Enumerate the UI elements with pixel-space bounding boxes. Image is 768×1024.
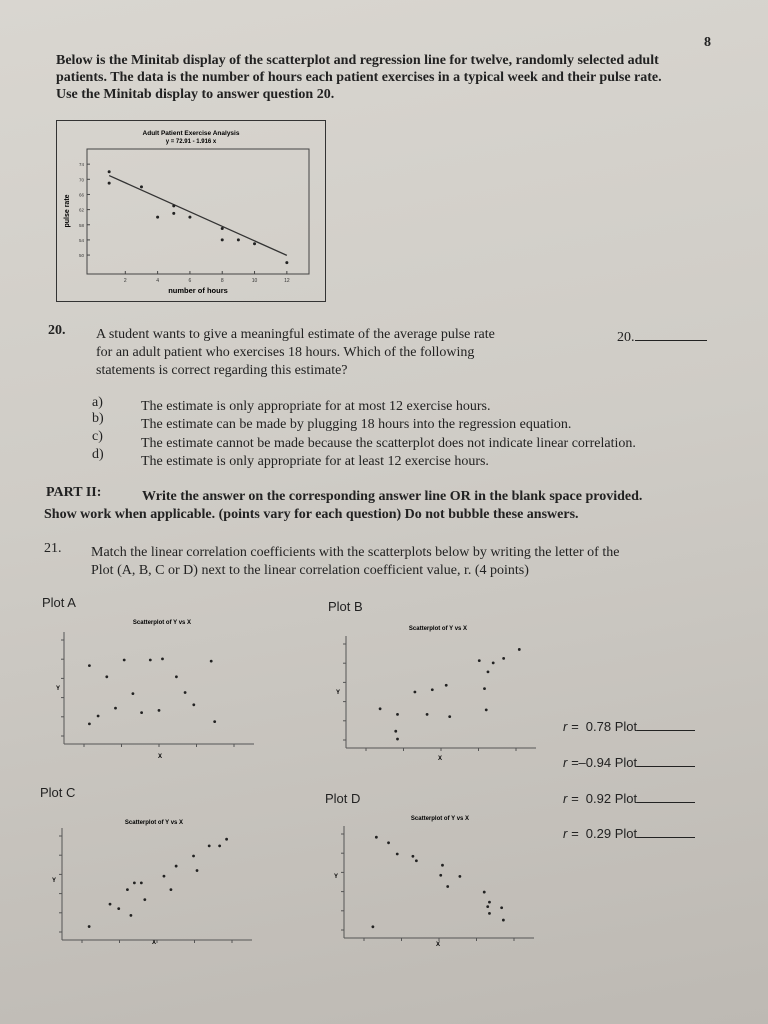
r-prefix: r =	[563, 755, 579, 770]
data-point	[487, 670, 490, 673]
r-value: 0.92	[585, 791, 612, 806]
data-point	[133, 881, 136, 884]
r-plot-word: Plot	[614, 791, 638, 806]
data-point	[140, 185, 143, 188]
y-tick-label: 58	[78, 222, 84, 228]
data-point	[375, 836, 378, 839]
q20-option-c-letter: c)	[92, 429, 103, 444]
data-point	[143, 898, 146, 901]
plot-d-chart	[332, 806, 542, 956]
r-answer-blank-2[interactable]	[637, 754, 695, 767]
data-point	[415, 859, 418, 862]
y-tick-label: 54	[78, 237, 84, 243]
data-point	[192, 703, 195, 706]
plot-c-xlabel: X	[151, 940, 157, 946]
data-point	[500, 906, 503, 909]
plot-d-container	[332, 806, 542, 956]
plot-a-container	[52, 612, 262, 762]
data-point	[387, 841, 390, 844]
plot-d-ylabel: Y	[334, 874, 339, 880]
data-point	[218, 845, 221, 848]
r-plot-word: Plot	[614, 719, 638, 734]
plot-a-label: Plot A	[42, 595, 76, 610]
r-answer-row-3	[563, 790, 695, 807]
data-point	[488, 912, 491, 915]
q20-option-d-letter: d)	[92, 447, 104, 462]
data-point	[225, 838, 228, 841]
data-point	[175, 675, 178, 678]
x-tick-label: 6	[188, 278, 192, 284]
data-point	[210, 660, 213, 663]
q20-text-line-3: statements is correct regarding this estimate?	[96, 363, 348, 378]
data-point	[172, 212, 175, 215]
intro-line-3: Use the Minitab display to answer question 20.	[56, 87, 335, 102]
data-point	[130, 914, 133, 917]
minitab-ylabel: pulse rate	[64, 194, 71, 228]
data-point	[114, 707, 117, 710]
data-point	[445, 684, 448, 687]
intro-line-1: Below is the Minitab display of the scatterplot and regression line for twelve, randomly selected adult	[56, 53, 659, 68]
r-plot-word: Plot	[614, 826, 638, 841]
q20-text-line-2: for an adult patient who exercises 18 hours. Which of the following	[96, 345, 475, 360]
plot-c-container	[50, 808, 260, 958]
data-point	[414, 691, 417, 694]
data-point	[175, 865, 178, 868]
q20-number: 20.	[48, 323, 66, 338]
plot-b-xlabel: X	[437, 756, 443, 762]
minitab-xlabel: number of hours	[168, 286, 228, 295]
data-point	[108, 182, 111, 185]
data-point	[396, 853, 399, 856]
data-point	[502, 919, 505, 922]
plot-a-title: Scatterplot of Y vs X	[132, 620, 192, 626]
x-tick-label: 4	[156, 278, 160, 284]
data-point	[502, 657, 505, 660]
data-point	[492, 661, 495, 664]
data-point	[123, 659, 126, 662]
q21-line-2: Plot (A, B, C or D) next to the linear correlation coefficient value, r. (4 points)	[91, 563, 529, 578]
data-point	[518, 648, 521, 651]
r-answer-blank-1[interactable]	[637, 718, 695, 731]
q20-option-c-text: The estimate cannot be made because the scatterplot does not indicate linear correlation.	[141, 436, 636, 451]
data-point	[458, 875, 461, 878]
q20-answer-blank[interactable]	[635, 328, 707, 341]
plot-c-title: Scatterplot of Y vs X	[124, 820, 184, 826]
y-tick-label: 74	[78, 162, 84, 168]
data-point	[448, 715, 451, 718]
data-point	[483, 891, 486, 894]
r-answer-blank-3[interactable]	[637, 790, 695, 803]
plot-b-chart	[334, 616, 544, 766]
plot-b-ylabel: Y	[336, 690, 341, 696]
data-point	[221, 227, 224, 230]
data-point	[149, 659, 152, 662]
data-point	[285, 261, 288, 264]
regression-line	[109, 176, 287, 256]
plot-b-label: Plot B	[328, 599, 363, 614]
plot-d-label: Plot D	[325, 791, 361, 806]
data-point	[488, 901, 491, 904]
data-point	[184, 691, 187, 694]
data-point	[172, 204, 175, 207]
data-point	[379, 707, 382, 710]
plot-d-title: Scatterplot of Y vs X	[410, 816, 470, 822]
data-point	[426, 713, 429, 716]
q20-answer-line[interactable]	[617, 328, 707, 346]
data-point	[221, 238, 224, 241]
minitab-chart	[57, 121, 325, 301]
q21-line-1: Match the linear correlation coefficients with the scatterplots below by writing the letter of the	[91, 545, 620, 560]
minitab-chart-frame	[56, 120, 326, 302]
data-point	[196, 869, 199, 872]
plot-d-xlabel: X	[435, 942, 441, 948]
data-point	[88, 722, 91, 725]
q20-answer-label: 20.	[617, 330, 635, 345]
y-tick-label: 62	[78, 207, 84, 213]
y-tick-label: 50	[78, 253, 84, 259]
x-tick-label: 10	[251, 278, 258, 284]
x-tick-label: 12	[284, 278, 290, 284]
plot-a-chart	[52, 612, 262, 762]
data-point	[117, 907, 120, 910]
data-point	[394, 730, 397, 733]
data-point	[446, 885, 449, 888]
y-tick-label: 70	[78, 177, 84, 183]
minitab-title: Adult Patient Exercise Analysis	[142, 130, 240, 137]
q20-option-b-text: The estimate can be made by plugging 18 hours into the regression equation.	[141, 417, 572, 432]
q21-number: 21.	[44, 541, 62, 556]
data-point	[109, 903, 112, 906]
minitab-equation: y = 72.91 - 1.916 x	[165, 139, 217, 145]
r-answer-row-4	[563, 825, 695, 842]
data-point	[88, 925, 91, 928]
data-point	[188, 216, 191, 219]
r-plot-word: Plot	[614, 755, 638, 770]
r-value: 0.29	[585, 826, 612, 841]
part2-line-2: Show work when applicable. (points vary for each question) Do not bubble these answers.	[44, 507, 579, 522]
data-point	[396, 713, 399, 716]
q20-option-a-text: The estimate is only appropriate for at most 12 exercise hours.	[141, 399, 491, 414]
data-point	[441, 864, 444, 867]
data-point	[88, 664, 91, 667]
y-tick-label: 66	[78, 192, 84, 198]
data-point	[163, 875, 166, 878]
data-point	[237, 238, 240, 241]
data-point	[108, 170, 111, 173]
q20-option-a-letter: a)	[92, 395, 103, 410]
r-prefix: r =	[563, 719, 579, 734]
intro-line-2: patients. The data is the number of hours each patient exercises in a typical week and their pulse rate.	[56, 70, 662, 85]
data-point	[486, 905, 489, 908]
plot-a-xlabel: X	[157, 754, 163, 760]
q20-text-line-1: A student wants to give a meaningful estimate of the average pulse rate	[96, 327, 495, 342]
data-point	[140, 881, 143, 884]
r-prefix: r =	[563, 826, 579, 841]
data-point	[170, 888, 173, 891]
data-point	[253, 242, 256, 245]
r-value: –0.94	[578, 755, 612, 770]
plot-c-chart	[50, 808, 260, 958]
page-number: 8	[704, 35, 711, 50]
x-tick-label: 8	[220, 278, 224, 284]
data-point	[192, 855, 195, 858]
data-point	[132, 692, 135, 695]
data-point	[140, 711, 143, 714]
data-point	[158, 709, 161, 712]
plot-b-container	[334, 616, 544, 766]
r-value: 0.78	[585, 719, 612, 734]
data-point	[483, 687, 486, 690]
q20-option-b-letter: b)	[92, 411, 104, 426]
part2-line-1: Write the answer on the corresponding answer line OR in the blank space provided.	[142, 489, 643, 504]
data-point	[371, 925, 374, 928]
data-point	[156, 216, 159, 219]
x-tick-label: 2	[123, 278, 127, 284]
data-point	[485, 709, 488, 712]
data-point	[126, 888, 129, 891]
data-point	[105, 675, 108, 678]
minitab-plot-area	[87, 149, 309, 274]
data-point	[478, 659, 481, 662]
data-point	[431, 688, 434, 691]
data-point	[396, 738, 399, 741]
r-answer-blank-4[interactable]	[637, 825, 695, 838]
data-point	[439, 874, 442, 877]
r-answer-row-2	[563, 754, 695, 771]
part2-label: PART II:	[46, 485, 102, 500]
plot-b-title: Scatterplot of Y vs X	[408, 626, 468, 632]
data-point	[208, 845, 211, 848]
data-point	[161, 657, 164, 660]
data-point	[213, 720, 216, 723]
plot-a-ylabel: Y	[56, 686, 61, 692]
r-prefix: r =	[563, 791, 579, 806]
q20-option-d-text: The estimate is only appropriate for at least 12 exercise hours.	[141, 454, 489, 469]
plot-c-ylabel: Y	[52, 878, 57, 884]
plot-c-label: Plot C	[40, 785, 76, 800]
r-answer-row-1	[563, 718, 695, 735]
data-point	[412, 855, 415, 858]
data-point	[97, 715, 100, 718]
